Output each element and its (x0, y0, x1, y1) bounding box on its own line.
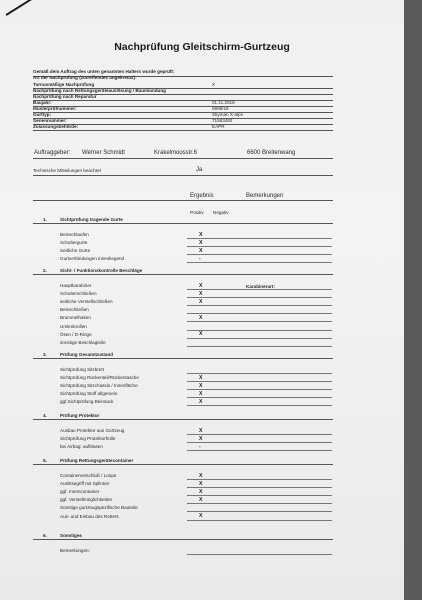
header-positiv: Positiv (190, 210, 204, 215)
field-value: 0898/18 (212, 105, 229, 111)
rule-line (187, 373, 332, 374)
item-label: Sichtprüfung Sitzbrett (60, 367, 104, 372)
section-number: 4. (43, 413, 47, 418)
rule-line (33, 106, 333, 107)
item-label: Brummelhaken (60, 315, 91, 321)
rule-line (187, 487, 332, 488)
field-value: EAPR (212, 123, 225, 129)
item-label: Ösen / D-Ringe (60, 331, 92, 337)
rule-line (187, 434, 332, 435)
section-extra: Karabinerart: (246, 284, 275, 289)
rule-line (187, 397, 332, 398)
tech-label: Technische Mitteilungen beachtet (33, 168, 101, 173)
section-title: Sichtprüfung tragende Gurte (60, 217, 123, 222)
rule-line (33, 112, 333, 113)
rule-line (187, 389, 332, 390)
item-label: Hauptkarabiner (60, 283, 92, 288)
result-mark: X (199, 480, 203, 487)
field-value: 01.11.2018 (212, 99, 235, 105)
intro-line: Gemäß dem Auftrag des unten genannten Halters wurde geprüft: (33, 69, 175, 74)
rule-line (187, 254, 332, 255)
rule-line (187, 495, 332, 496)
section-title: Prüfung Gesamtzustand (60, 352, 114, 357)
rule-line (33, 200, 333, 201)
section-number: 5. (43, 458, 47, 463)
item-label: Sichtprüfung Stoff allgemein (60, 391, 118, 397)
result-mark: - (199, 255, 201, 262)
result-mark: X (199, 398, 203, 405)
field-label: Baujahr: (33, 100, 52, 105)
field-value: 71563482 (212, 117, 233, 123)
item-label: ggf.Sichtprüfung Beinsack (60, 399, 114, 405)
field-label: Turnusmäßige Nachprüfung (33, 82, 95, 87)
item-label: Schulterschließen (60, 291, 97, 297)
item-label: Aus- und Einbau des Retters (60, 513, 119, 519)
field-label: Gurttyp: (33, 112, 52, 117)
result-mark: X (199, 513, 203, 519)
field-value: Skyman X-alps (212, 111, 243, 117)
section-number: 3. (43, 352, 47, 357)
result-mark: X (199, 290, 203, 297)
section-title: Prüfung Protektor (60, 413, 100, 418)
rule-line (33, 274, 333, 275)
result-mark: X (199, 390, 203, 397)
rule-line (187, 330, 332, 331)
field-label: Nachprüfung nach Rettungsgeräteauslösung / Baumlandung (33, 88, 166, 93)
field-label: Zulassungsbehörde: (33, 124, 79, 129)
result-mark: - (199, 443, 201, 450)
rule-line (187, 313, 332, 314)
field-label: Nachprüfung nach Reparatur (33, 94, 97, 99)
rule-line (33, 100, 333, 101)
result-mark: X (199, 427, 203, 434)
rule-line (33, 130, 333, 131)
document-title: Nachprüfung Gleitschirm-Gurtzeug (114, 41, 290, 53)
result-mark: X (199, 472, 203, 479)
result-mark: X (199, 298, 203, 305)
result-mark: X (199, 382, 203, 389)
item-label: Sichtprüfung Protektorhülle (60, 436, 116, 442)
rule-line (187, 381, 332, 382)
owner-street: Krakelmoosstr.6 (154, 150, 198, 156)
item-label: Auslösegriff mit Splinten (60, 481, 110, 487)
item-label: sonstige Beschlagteile (60, 339, 106, 345)
rule-line (187, 450, 332, 451)
item-label: bei Airbag: aufblasen (60, 444, 103, 450)
rule-line (187, 520, 332, 521)
header-negativ: Negativ (213, 210, 229, 215)
rule-line (187, 346, 332, 347)
result-mark: X (199, 282, 203, 289)
item-label: Beinschlaufen (60, 232, 89, 237)
section-number: 2. (43, 268, 47, 273)
result-mark: X (199, 488, 203, 495)
item-label: Schultergurte (60, 240, 88, 246)
rule-line (33, 118, 333, 119)
rule-line (33, 464, 333, 465)
result-mark: X (199, 331, 203, 338)
result-mark: X (199, 435, 203, 442)
rule-line (187, 238, 332, 239)
item-label: Ausbau Protektor aus Gurtzeug (60, 428, 125, 433)
header-ergebnis: Ergebnis (190, 193, 214, 199)
rule-line (33, 419, 333, 420)
result-mark: X (199, 231, 203, 238)
item-label: Sichtprüfung Sitzchassis / Innenfläche (60, 383, 138, 389)
item-label: Containerverschluß / Loops (60, 473, 117, 478)
rule-line (187, 262, 332, 263)
item-label: Beinschließen (60, 307, 89, 313)
rule-line (33, 358, 333, 359)
rule-line (187, 289, 332, 290)
rule-line (187, 442, 332, 443)
section-number: 6. (43, 533, 47, 538)
rule-line (187, 554, 332, 555)
item-label: Bemerkungen: (60, 548, 90, 553)
rule-line (187, 405, 332, 406)
rule-line (187, 511, 332, 512)
item-label: ggf. Verstellmöglichkeiten (60, 497, 113, 503)
rule-line (187, 321, 332, 322)
owner-label: Auftraggeber: (34, 150, 71, 156)
owner-city: 6600 Breitenwang (247, 150, 296, 156)
rule-line (33, 175, 333, 176)
rule-line (187, 503, 332, 504)
header-bemerkungen: Bemerkungen (246, 193, 284, 199)
item-label: Umlenkrollen (60, 323, 87, 329)
item-label: seitliche Verstellschließen (60, 299, 113, 305)
item-label: Gurtverbindungen innenliegend (60, 256, 125, 262)
item-label: Seitliche Gurte (60, 248, 91, 254)
item-label: Sonstige gurtzeugspezifische Bauteile (60, 505, 138, 511)
owner-name: Werner Schmidt (82, 150, 125, 156)
rule-line (187, 305, 332, 306)
section-title: Sicht- / Funktionskontrolle Beschläge (60, 268, 143, 273)
result-mark: X (199, 496, 203, 503)
result-mark: X (199, 314, 203, 321)
item-label: ggf. Innencontainer (60, 489, 100, 495)
rule-line (187, 338, 332, 339)
rule-line (33, 223, 333, 224)
tech-value: Ja (196, 167, 203, 173)
field-label: Seriennummer: (33, 118, 67, 123)
result-mark: X (199, 374, 203, 381)
rule-line (33, 539, 333, 540)
section-number: 1. (43, 217, 47, 222)
rule-line (187, 479, 332, 480)
field-value: X (212, 81, 216, 87)
item-label: Sichtprüfung Rückenteil/Rückentasche (60, 375, 139, 381)
pen-stroke (6, 0, 39, 15)
rule-line (187, 297, 332, 298)
field-label: Musterprüfnummer: (33, 106, 77, 111)
intro-line: Art der Nachprüfung (zutreffendes angekreuzt): (33, 75, 137, 80)
section-title: Sonstiges (60, 533, 82, 538)
result-mark: X (199, 239, 203, 246)
rule-line (187, 246, 332, 247)
result-mark: X (199, 247, 203, 254)
rule-line (33, 158, 333, 159)
section-title: Prüfung Rettungsgerätecontainer (60, 458, 134, 463)
